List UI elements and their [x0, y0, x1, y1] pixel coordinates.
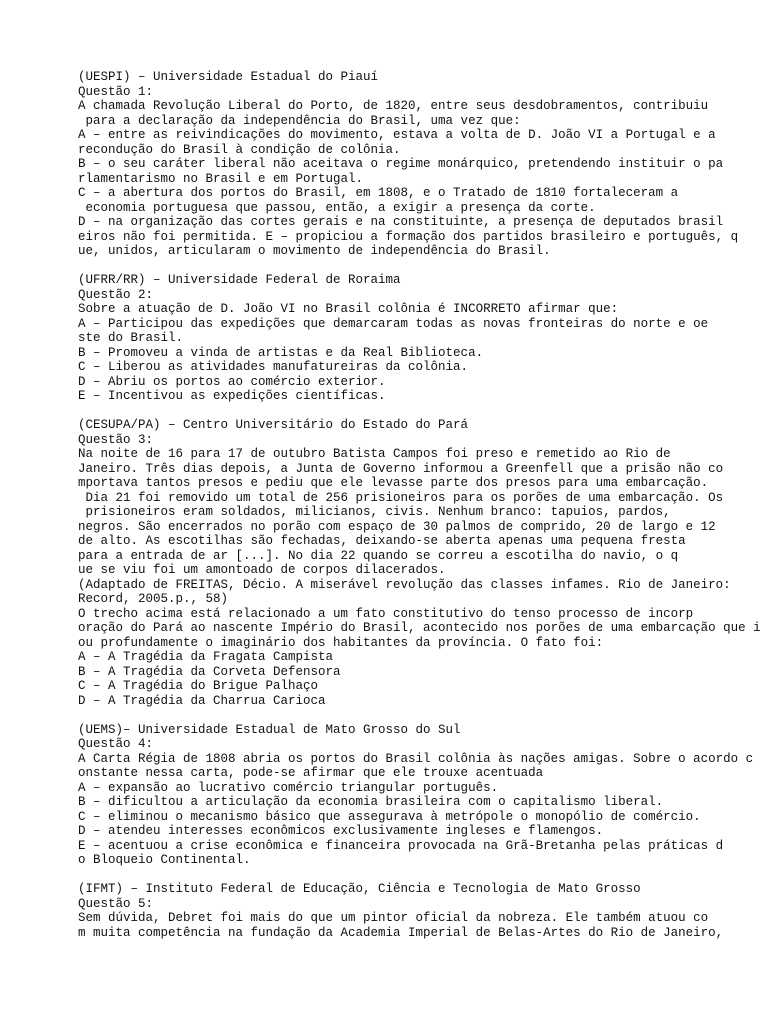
- text-line: D – na organização das cortes gerais e na constituinte, a presença de deputados brasil: [78, 215, 724, 229]
- text-line: B – o seu caráter liberal não aceitava o regime monárquico, pretendendo instituir o pa: [78, 157, 724, 171]
- text-line: Dia 21 foi removido um total de 256 prisioneiros para os porões de uma embarcação. Os: [78, 490, 724, 505]
- text-line: D – Abriu os portos ao comércio exterior.: [78, 374, 386, 389]
- text-line: (IFMT) – Instituto Federal de Educação, Ciência e Tecnologia de Mato Grosso: [78, 882, 641, 896]
- text-line: (UFRR/RR) – Universidade Federal de Roraima: [78, 273, 401, 287]
- document-text: [78, 70, 768, 955]
- text-line: recondução do Brasil à condição de colônia.: [78, 142, 401, 157]
- text-line: o Bloqueio Continental.: [78, 853, 251, 867]
- text-line: C – eliminou o mecanismo básico que assegurava à metrópole o monopólio de comércio.: [78, 809, 701, 824]
- text-line: de alto. As escotilhas são fechadas, deixando-se aberta apenas uma pequena fresta: [78, 534, 686, 548]
- text-line: E – Incentivou as expedições científicas.: [78, 389, 386, 403]
- text-line: Janeiro. Três dias depois, a Junta de Governo informou a Greenfell que a prisão não co: [78, 461, 724, 476]
- text-line: C – a abertura dos portos do Brasil, em 1808, e o Tratado de 1810 fortaleceram a: [78, 186, 679, 200]
- text-line: m muita competência na fundação da Academia Imperial de Belas-Artes do Rio de Janeiro,: [78, 925, 724, 940]
- text-line: para a declaração da independência do Brasil, uma vez que:: [78, 113, 521, 128]
- text-line: A – expansão ao lucrativo comércio triangular português.: [78, 780, 499, 795]
- question-block: [78, 723, 768, 868]
- text-line: A Carta Régia de 1808 abria os portos do Brasil colônia às nações amigas. Sobre o acordo c: [78, 751, 754, 766]
- text-line: Questão 4:: [78, 737, 154, 751]
- text-line: prisioneiros eram soldados, milicianos, civis. Nenhum branco: tapuios, pardos,: [78, 505, 671, 519]
- text-line: D – atendeu interesses econômicos exclusivamente ingleses e flamengos.: [78, 824, 604, 838]
- text-line: Questão 1:: [78, 84, 154, 99]
- text-line: negros. São encerrados no porão com espaço de 30 palmos de comprido, 20 de largo e 12: [78, 519, 716, 534]
- text-line: oração do Pará ao nascente Império do Brasil, acontecido nos porões de uma embarcação que i: [78, 621, 761, 635]
- text-line: (UESPI) – Universidade Estadual do Piauí: [78, 70, 379, 84]
- text-line: ue se viu foi um amontoado de corpos dilacerados.: [78, 563, 446, 577]
- text-line: mportava tantos presos e pediu que ele levasse parte dos presos para uma embarcação.: [78, 476, 709, 490]
- text-line: C – A Tragédia do Brigue Palhaço: [78, 679, 319, 693]
- text-line: E – acentuou a crise econômica e financeira provocada na Grã-Bretanha pelas práticas d: [78, 838, 724, 853]
- text-line: D – A Tragédia da Charrua Carioca: [78, 693, 326, 708]
- text-line: A chamada Revolução Liberal do Porto, de 1820, entre seus desdobramentos, contribuiu: [78, 99, 709, 113]
- text-line: Na noite de 16 para 17 de outubro Batista Campos foi preso e remetido ao Rio de: [78, 447, 671, 461]
- text-line: Questão 2:: [78, 287, 154, 302]
- text-line: ue, unidos, articularam o movimento de independência do Brasil.: [78, 244, 551, 258]
- text-line: rlamentarismo no Brasil e em Portugal.: [78, 171, 364, 186]
- text-line: para a entrada de ar [...]. No dia 22 quando se correu a escotilha do navio, o q: [78, 548, 679, 563]
- text-line: eiros não foi permitida. E – propiciou a formação dos partidos brasileiro e português, q: [78, 229, 739, 244]
- question-block: [78, 273, 768, 404]
- question-block: [78, 70, 768, 259]
- text-line: B – Promoveu a vinda de artistas e da Real Biblioteca.: [78, 345, 484, 360]
- text-line: (UEMS)– Universidade Estadual de Mato Grosso do Sul: [78, 722, 461, 737]
- text-line: C – Liberou as atividades manufatureiras da colônia.: [78, 360, 469, 374]
- text-line: O trecho acima está relacionado a um fato constitutivo do tenso processo de incorp: [78, 606, 694, 621]
- question-block: [78, 882, 768, 940]
- text-line: (CESUPA/PA) – Centro Universitário do Estado do Pará: [78, 418, 469, 432]
- text-line: ou profundamente o imaginário dos habitantes da província. O fato foi:: [78, 635, 604, 650]
- text-line: (Adaptado de FREITAS, Décio. A miserável revolução das classes infames. Rio de Janeiro:: [78, 577, 731, 592]
- text-line: Questão 5:: [78, 896, 154, 911]
- text-line: B – A Tragédia da Corveta Defensora: [78, 664, 341, 679]
- text-line: A – entre as reivindicações do movimento, estava a volta de D. João VI a Portugal e a: [78, 128, 716, 142]
- text-line: ste do Brasil.: [78, 331, 184, 345]
- text-line: B – dificultou a articulação da economia brasileira com o capitalismo liberal.: [78, 795, 664, 809]
- text-line: onstante nessa carta, pode-se afirmar que ele trouxe acentuada: [78, 766, 544, 780]
- text-line: economia portuguesa que passou, então, a exigir a presença da corte.: [78, 200, 596, 215]
- text-line: Questão 3:: [78, 432, 154, 447]
- text-line: A – A Tragédia da Fragata Campista: [78, 650, 334, 664]
- text-line: Record, 2005.p., 58): [78, 592, 229, 606]
- text-line: Sobre a atuação de D. João VI no Brasil colônia é INCORRETO afirmar que:: [78, 302, 619, 316]
- question-block: [78, 418, 768, 708]
- text-line: A – Participou das expedições que demarcaram todas as novas fronteiras do norte e oe: [78, 316, 709, 331]
- text-line: Sem dúvida, Debret foi mais do que um pintor oficial da nobreza. Ele também atuou co: [78, 911, 709, 925]
